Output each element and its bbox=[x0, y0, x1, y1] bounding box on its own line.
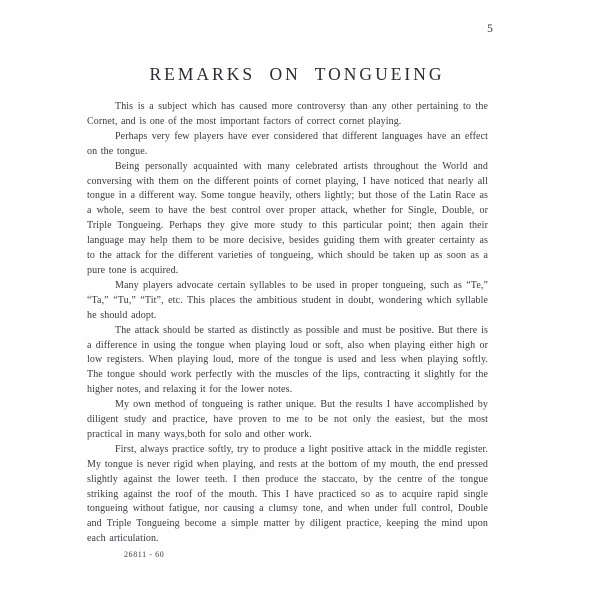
body-text bbox=[87, 100, 488, 547]
page-number: 5 bbox=[487, 23, 493, 35]
paragraph: First, always practice softly, try to produce a light positive attack in the middle register. My tongue is never rigid when playing, and rests at the bottom of my mouth, the end pressed slightly against the lower teeth. I then produce the staccato, by the centre of the tongue striking against the roof of the mouth. This I have practiced so as to acquire rapid single tongueing without fatigue, nor causing a clumsy tone, and when under full control, Double and Triple Tongueing become a simple matter by diligent practice, keeping the mind upon each articulation. bbox=[87, 443, 488, 545]
paragraph: Being personally acquainted with many celebrated artists throughout the World and conversing with them on the different points of cornet playing, I have noticed that nearly all tongue in a different way. Some tongue heavily, others lightly; but those of the Latin Race as a whole, seem to have the best control over proper attack, whether for Single, Double, or Triple Tongueing. Perhaps they give more study to this particular point; then again their language may help them to be more decisive, besides guiding them with greater certainty as to the attack for the different varieties of tongueing, which should be taken up as soon as a pure tone is acquired. bbox=[87, 160, 488, 276]
page-title: REMARKS ON TONGUEING bbox=[149, 64, 445, 84]
plate-number: 26811 - 60 bbox=[124, 550, 165, 559]
paragraph: My own method of tongueing is rather unique. But the results I have accomplished by diligent study and practice, have proven to me to be not only the easiest, but the most practical in many ways,both for solo and other work. bbox=[87, 399, 488, 440]
paragraph: The attack should be started as distinctly as possible and must be positive. But there is a difference in using the tongue when playing loud or soft, also when playing either high or low registers. When playing loud, more of the tongue is used and less when playing softly. The tongue should work perfectly with the muscles of the lips, contracting it slightly for the higher notes, and relaxing it for the lower notes. bbox=[87, 324, 488, 396]
paragraph: Many players advocate certain syllables to be used in proper tongueing, such as “Te,” “Ta,” “Tu,” “Tit”, etc. This places the ambitious student in doubt, wondering which syllable he should adopt. bbox=[87, 279, 488, 321]
paragraph: This is a subject which has caused more controversy than any other pertaining to the Cornet, and is one of the most important factors of correct cornet playing. bbox=[87, 101, 488, 127]
paragraph: Perhaps very few players have ever considered that different languages have an effect on the tongue. bbox=[87, 130, 488, 157]
